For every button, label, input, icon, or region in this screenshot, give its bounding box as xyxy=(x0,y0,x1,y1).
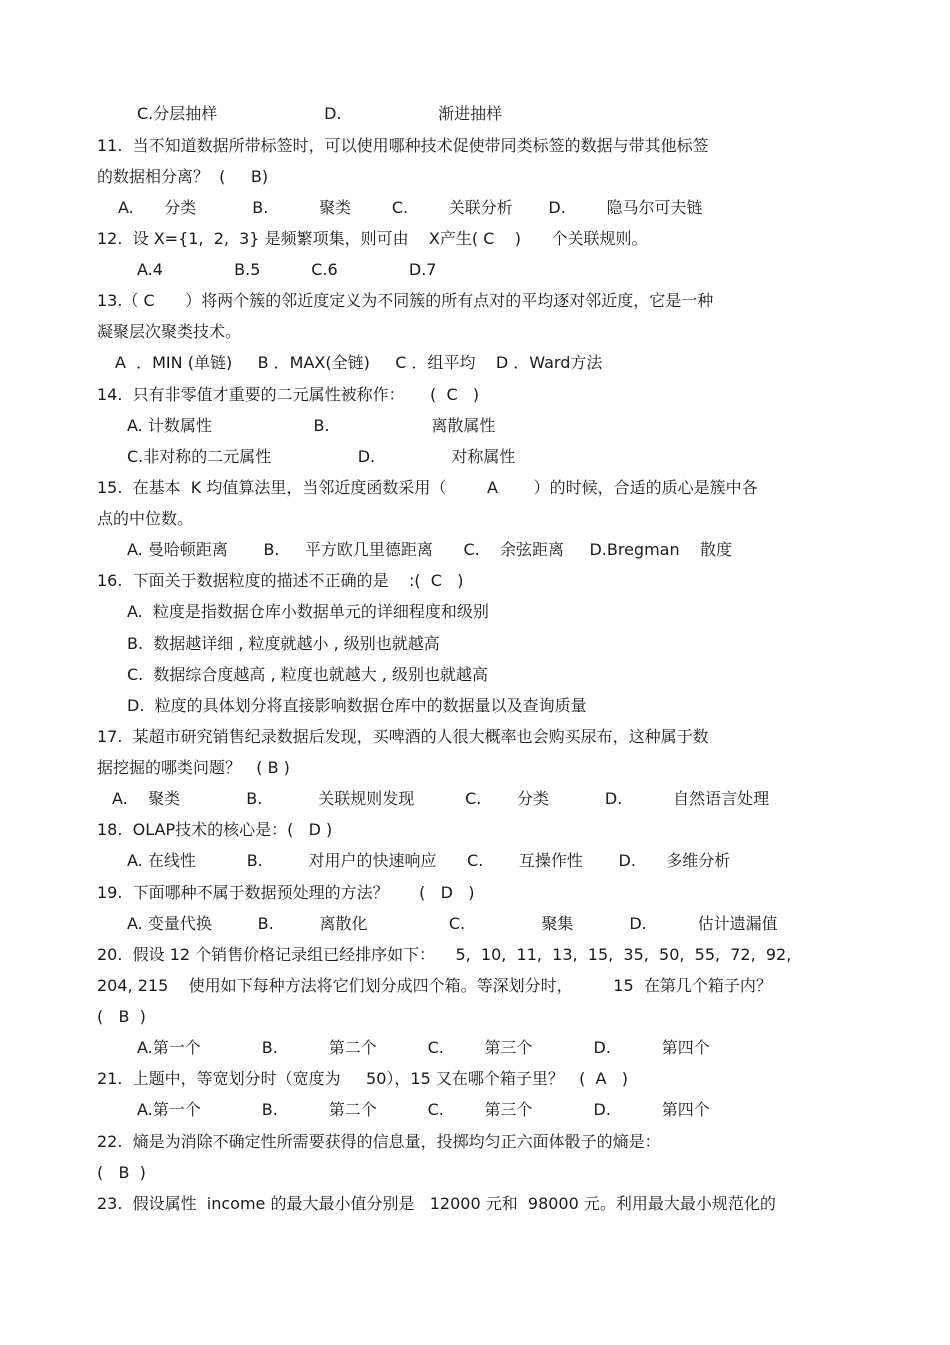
text-line: D. 粒度的具体划分将直接影响数据仓库中的数据量以及查询质量 xyxy=(127,696,587,715)
text-line: A. 分类 B. 聚类 C. 关联分析 D. 隐马尔可夫链 xyxy=(118,198,703,217)
text-line: C. 数据综合度越高 , 粒度也就越大 , 级别也就越高 xyxy=(127,665,488,684)
text-line: 23. 假设属性 income 的最大最小值分别是 12000 元和 98000 元。利用最大最小规范化的 xyxy=(97,1194,776,1213)
text-line: 16. 下面关于数据粒度的描述不正确的是 :( C ) xyxy=(97,571,464,590)
text-line: B. 数据越详细 , 粒度就越小 , 级别也就越高 xyxy=(127,634,440,653)
text-line: 204, 215 使用如下每种方法将它们划分成四个箱。等深划分时， 15 在第几个箱子内？ xyxy=(97,976,772,995)
text-line: A. 聚类 B. 关联规则发现 C. 分类 D. 自然语言处理 xyxy=(112,789,770,808)
text-line: 点的中位数。 xyxy=(97,509,194,528)
text-line: ( B ) xyxy=(97,1163,146,1182)
text-line: A.第一个 B. 第二个 C. 第三个 D. 第四个 xyxy=(137,1038,710,1057)
text-line: A.4 B.5 C.6 D.7 xyxy=(137,260,437,279)
text-line: 15. 在基本 K 均值算法里，当邻近度函数采用（ A ）的时候，合适的质心是簇中各 xyxy=(97,478,758,497)
text-line: 17. 某超市研究销售纪录数据后发现，买啤酒的人很大概率也会购买尿布，这种属于数 xyxy=(97,727,709,746)
text-line: A ．MIN (单链) B ．MAX(全链) C ．组平均 D ．Ward方法 xyxy=(115,353,603,372)
text-line: 22. 熵是为消除不确定性所需要获得的信息量，投掷均匀正六面体骰子的熵是： xyxy=(97,1132,661,1151)
text-line: A. 粒度是指数据仓库小数据单元的详细程度和级别 xyxy=(127,602,489,621)
text-line: 14. 只有非零值才重要的二元属性被称作： ( C ) xyxy=(97,385,480,404)
text-line: C.分层抽样 D. 渐进抽样 xyxy=(137,104,503,123)
text-line: 凝聚层次聚类技术。 xyxy=(97,322,242,341)
text-line: 的数据相分离？ ( B) xyxy=(97,167,269,186)
text-line: ( B ) xyxy=(97,1007,146,1026)
text-line: 18. OLAP技术的核心是：( D ) xyxy=(97,820,333,839)
text-line: C.非对称的二元属性 D. 对称属性 xyxy=(127,447,516,466)
text-line: 21. 上题中，等宽划分时（宽度为 50），15 又在哪个箱子里？ ( A ) xyxy=(97,1069,628,1088)
text-line: A. 变量代换 B. 离散化 C. 聚集 D. 估计遗漏值 xyxy=(127,914,778,933)
text-line: 据挖掘的哪类问题？ ( B ) xyxy=(97,758,290,777)
text-line: 13.（ C ）将两个簇的邻近度定义为不同簇的所有点对的平均逐对邻近度，它是一种 xyxy=(97,291,714,310)
text-line: A.第一个 B. 第二个 C. 第三个 D. 第四个 xyxy=(137,1100,710,1119)
text-line: A. 曼哈顿距离 B. 平方欧几里德距离 C. 余弦距离 D.Bregman 散度 xyxy=(127,540,732,559)
text-line: A. 计数属性 B. 离散属性 xyxy=(127,416,496,435)
text-line: 11. 当不知道数据所带标签时，可以使用哪种技术促使带同类标签的数据与带其他标签 xyxy=(97,136,709,155)
text-line: 20. 假设 12 个销售价格记录组已经排序如下： 5, 10, 11, 13, 15, 35, 50, 55, 72, 92, xyxy=(97,945,792,964)
text-line: 19. 下面哪种不属于数据预处理的方法？ ( D ) xyxy=(97,883,475,902)
text-line: A. 在线性 B. 对用户的快速响应 C. 互操作性 D. 多维分析 xyxy=(127,851,731,870)
text-line: 12. 设 X={1, 2, 3} 是频繁项集，则可由 X产生( C ) 个关联规则。 xyxy=(97,229,648,248)
